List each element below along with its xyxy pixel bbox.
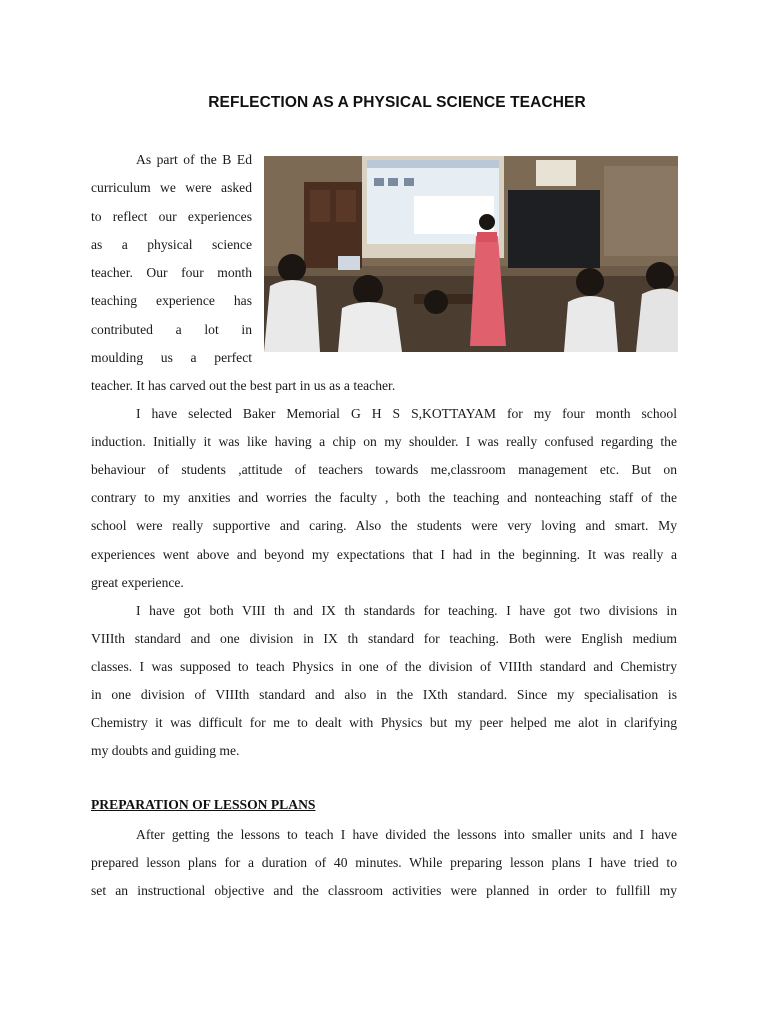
intro-line: teaching experience has xyxy=(91,293,252,309)
body-paragraphs xyxy=(91,376,677,769)
paragraph-3-line: my doubts and guiding me. xyxy=(91,743,240,759)
intro-line: teacher. Our four month xyxy=(91,265,252,281)
classroom-photo-drawing xyxy=(264,156,678,352)
paragraph-3-line: Chemistry it was difficult for me to dealt with Physics but my peer helped me alot in clarifying xyxy=(91,715,677,731)
intro-column xyxy=(91,150,252,376)
intro-line: curriculum we were asked xyxy=(91,180,252,196)
paragraph-3-line: I have got both VIII th and IX th standards for teaching. I have got two divisions in xyxy=(136,602,677,618)
paragraph-2-line: experiences went above and beyond my expectations that I had in the beginning. It was really a xyxy=(91,546,677,562)
paragraph-2-line: induction. Initially it was like having a chip on my shoulder. I was really confused regarding the xyxy=(91,434,677,450)
intro-continuation: teacher. It has carved out the best part in us as a teacher. xyxy=(91,378,396,393)
intro-line: moulding us a perfect xyxy=(91,350,252,366)
paragraph-2-line: contrary to my anxities and worries the faculty , both the teaching and nonteaching staff of the xyxy=(91,490,677,506)
paragraph-4-line: set an instructional objective and the classroom activities were planned in order to fullfill my xyxy=(91,883,677,899)
classroom-photo xyxy=(264,156,678,352)
lesson-plan-paragraph xyxy=(91,825,677,909)
paragraph-2-line: school were really supportive and caring. Also the students were very loving and smart. My xyxy=(91,518,677,534)
intro-line: to reflect our experiences xyxy=(91,208,252,224)
intro-line: as a physical science xyxy=(91,236,252,252)
page-title: REFLECTION AS A PHYSICAL SCIENCE TEACHER xyxy=(208,94,586,111)
intro-line: contributed a lot in xyxy=(91,321,252,337)
paragraph-2-line: great experience. xyxy=(91,574,184,590)
intro-line: As part of the B Ed xyxy=(136,152,252,167)
paragraph-2-line: behaviour of students ,attitude of teachers towards me,classroom management etc. But on xyxy=(91,462,677,478)
paragraph-3-line: in one division of VIIIth standard and also in the IXth standard. Since my specialisation is xyxy=(91,687,677,703)
section-heading: PREPARATION OF LESSON PLANS xyxy=(91,797,316,812)
paragraph-3-line: VIIIth standard and one division in IX th standard for teaching. Both were English medium xyxy=(91,630,677,646)
paragraph-4-line: After getting the lessons to teach I have divided the lessons into smaller units and I have xyxy=(136,827,677,842)
paragraph-2-line: I have selected Baker Memorial G H S S,KOTTAYAM for my four month school xyxy=(136,406,677,422)
paragraph-3-line: classes. I was supposed to teach Physics in one of the division of VIIIth standard and Chemistry xyxy=(91,658,677,674)
paragraph-4-line: prepared lesson plans for a duration of 40 minutes. While preparing lesson plans I have tried to xyxy=(91,855,677,871)
